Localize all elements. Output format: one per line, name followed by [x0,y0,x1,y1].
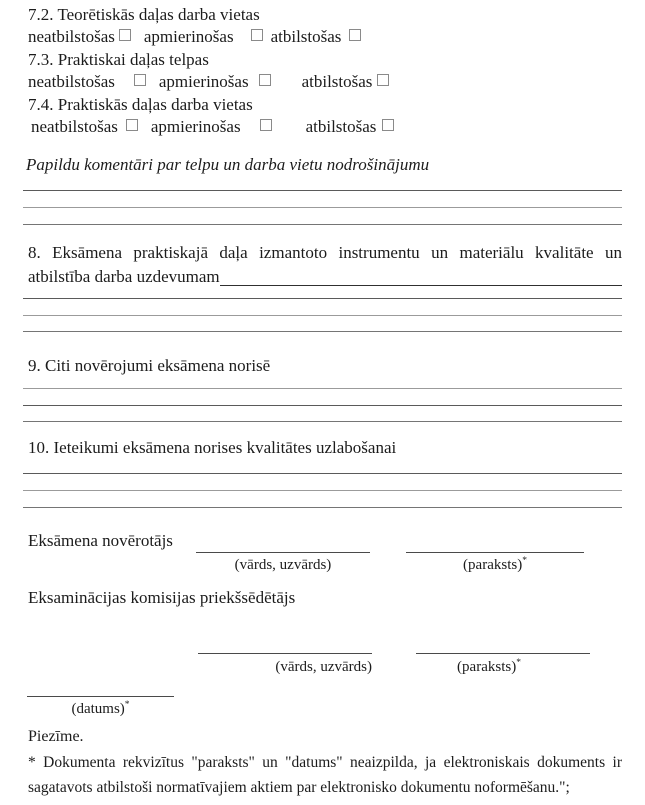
checkbox-7-3-apmierinosas[interactable] [259,74,271,86]
blank-line-input[interactable] [23,473,622,474]
chairman-label: Eksaminācijas komisijas priekšsēdētājs [28,588,296,607]
blank-line-input[interactable] [23,490,622,491]
section-7-3-title: 7.3. Praktiskai daļas telpas [28,49,209,69]
checkbox-7-4-atbilstosas[interactable] [382,119,394,131]
footnote-line1: * Dokumenta rekvizītus "paraksts" un "datums" neaizpilda, ja elektroniskais dokuments ir [28,754,622,771]
section-7-4-title: 7.4. Praktiskās daļas darba vietas [28,94,253,114]
checkbox-7-2-apmierinosas[interactable] [251,29,263,41]
blank-line-input[interactable] [23,388,622,389]
name-caption: (vārds, uzvārds) [234,557,332,573]
section-7-block [28,4,625,138]
footnote-marker: * [522,556,527,566]
option-label-neatbilstosas: neatbilstošas [28,72,115,92]
blank-line-input[interactable] [23,224,622,225]
blank-line-input[interactable] [23,298,622,299]
blank-line-input[interactable] [23,190,622,191]
chairman-name-signature-line[interactable] [198,653,372,654]
date-caption: (datums)* [71,700,130,717]
footnote-marker: * [124,700,130,710]
section-7-2-title: 7.2. Teorētiskās daļas darba vietas [28,5,260,24]
option-label-apmierinosas: apmierinošas [143,27,234,47]
comments-heading: Papildu komentāri par telpu un darba vietu nodrošinājumu [26,155,430,174]
footnote-marker: * [516,658,521,668]
blank-line-input[interactable] [220,285,622,286]
section-8-line2 [28,265,622,289]
section-9-title: 9. Citi novērojumi eksāmena norisē [28,356,271,375]
option-label-neatbilstosas: neatbilstošas [31,117,118,137]
footnote-line2: sagatavots atbilstoši normatīvajiem aktiem par elektronisko dokumentu noformēšanu."; [28,778,570,796]
observer-label: Eksāmena novērotājs [28,531,173,550]
section-8-line2-text: atbilstība darba uzdevumam [28,267,220,286]
blank-line-input[interactable] [23,507,622,508]
observer-name-signature-line[interactable] [196,552,370,553]
blank-line-input[interactable] [23,331,622,332]
checkbox-7-4-apmierinosas[interactable] [260,119,272,131]
option-label-atbilstosas: atbilstošas [301,72,373,92]
checkbox-7-2-neatbilstosas[interactable] [119,29,131,41]
chairman-signature-line[interactable] [416,653,590,654]
option-label-atbilstosas: atbilstošas [305,117,377,137]
section-10-title: 10. Ieteikumi eksāmena norises kvalitātes uzlabošanai [28,438,397,457]
observer-signature-line[interactable] [406,552,584,553]
signature-caption: (paraksts)* [463,556,527,573]
blank-line-input[interactable] [23,315,622,316]
section-8-paragraph [28,241,622,289]
blank-line-input[interactable] [23,207,622,208]
option-label-apmierinosas: apmierinošas [150,117,241,137]
blank-line-input[interactable] [23,405,622,406]
section-8-line1: 8. Eksāmena praktiskajā daļa izmantoto instrumentu un materiālu kvalitāte un [28,243,622,262]
blank-line-input[interactable] [23,421,622,422]
name-caption: (vārds, uzvārds) [275,659,372,675]
signature-caption: (paraksts)* [457,658,521,675]
section-7-2-options [28,26,625,48]
checkbox-7-3-atbilstosas[interactable] [377,74,389,86]
option-label-neatbilstosas: neatbilstošas [28,27,115,47]
section-7-3-options [28,71,625,93]
footnote-paragraph [28,751,622,800]
section-7-4-options [28,116,625,138]
checkbox-7-4-neatbilstosas[interactable] [126,119,138,131]
checkbox-7-3-neatbilstosas[interactable] [134,74,146,86]
date-line[interactable] [27,696,174,697]
checkbox-7-2-atbilstosas[interactable] [349,29,361,41]
option-label-atbilstosas: atbilstošas [270,27,342,47]
note-heading: Piezīme. [28,728,84,745]
option-label-apmierinosas: apmierinošas [158,72,249,92]
